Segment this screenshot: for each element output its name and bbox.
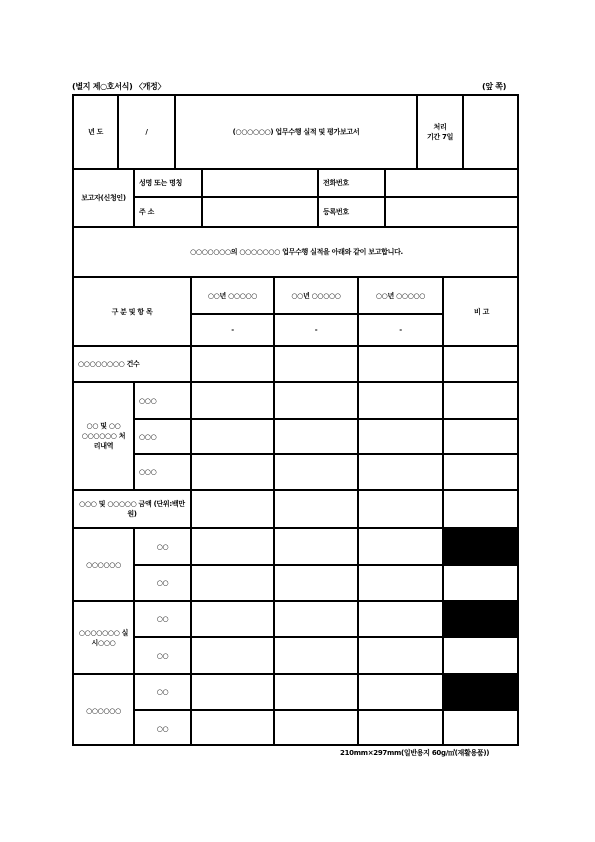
- form-number: (별지 제○호서식) 〈개정〉: [72, 82, 166, 91]
- col-subvalue-1: -: [231, 326, 234, 334]
- paper-spec-footer: 210mm×297mm(일반용지 60g/㎡(재활용품)): [340, 749, 490, 757]
- group2-sub-1: ○○: [156, 542, 169, 551]
- col-divider: [273, 276, 275, 746]
- col-header-2: ○○년 ○○○○○: [291, 291, 341, 300]
- phone-field[interactable]: [386, 170, 519, 196]
- col-header-3: ○○년 ○○○○○: [375, 291, 426, 300]
- row-total-label: ○○○○○○○○ 건수: [78, 360, 140, 368]
- group1-item-2: ○○○: [139, 432, 157, 441]
- regno-field[interactable]: [386, 198, 519, 226]
- address-label: 주 소: [139, 208, 155, 216]
- shaded-cell: [443, 674, 519, 710]
- handling-period-label: [418, 96, 462, 168]
- year-slash: /: [145, 128, 148, 136]
- group1-label: ○○ 및 ○○ ○○○○○○ 처리내역: [81, 422, 126, 450]
- group4-sub-1: ○○: [156, 688, 169, 696]
- phone-label: 전화번호: [323, 179, 349, 187]
- year-label: 년 도: [87, 128, 104, 136]
- address-field[interactable]: [203, 198, 317, 226]
- item-header: 구 분 및 항 목: [111, 307, 153, 316]
- name-label: 성명 또는 명칭: [139, 179, 183, 187]
- handling-period-value[interactable]: [464, 96, 519, 168]
- group1-item-1: ○○○: [139, 396, 157, 405]
- group2-label: ○○○○○○: [86, 560, 121, 569]
- remarks-header: 비 고: [473, 307, 490, 316]
- shaded-cell: [443, 601, 519, 637]
- group3-sub-1: ○○: [156, 615, 169, 623]
- group1-item-3: ○○○: [139, 468, 157, 476]
- group2-sub-2: ○○: [156, 579, 169, 587]
- handling-label-line2: 기간 7일: [426, 133, 454, 141]
- name-field[interactable]: [203, 170, 317, 196]
- handling-label-line1: 처리: [433, 123, 447, 131]
- col-subvalue-2: -: [314, 326, 318, 334]
- applicant-group-label: 보고자(신청인): [81, 194, 126, 202]
- group3-sub-2: ○○: [156, 651, 169, 660]
- group3-label: ○○○○○○○ 실시○○○: [78, 628, 129, 647]
- row-amount-label: ○○○ 및 ○○○○○ 금액 (단위:백만원): [79, 500, 185, 518]
- col-divider: [357, 276, 359, 746]
- col-header-1: ○○년 ○○○○○: [207, 291, 258, 300]
- shaded-cell: [443, 528, 519, 565]
- page-label: (앞 쪽): [482, 82, 507, 91]
- regno-label: 등록번호: [323, 208, 349, 216]
- report-statement: ○○○○○○○의 ○○○○○○○ 업무수행 실적을 아래와 같이 보고합니다.: [190, 248, 403, 256]
- col-divider: [190, 276, 192, 746]
- page-title: (○○○○○○) 업무수행 실적 및 평가보고서: [232, 128, 360, 136]
- col-subvalue-3: -: [399, 326, 402, 334]
- group4-label: ○○○○○○: [86, 706, 121, 715]
- group4-sub-2: ○○: [156, 724, 169, 733]
